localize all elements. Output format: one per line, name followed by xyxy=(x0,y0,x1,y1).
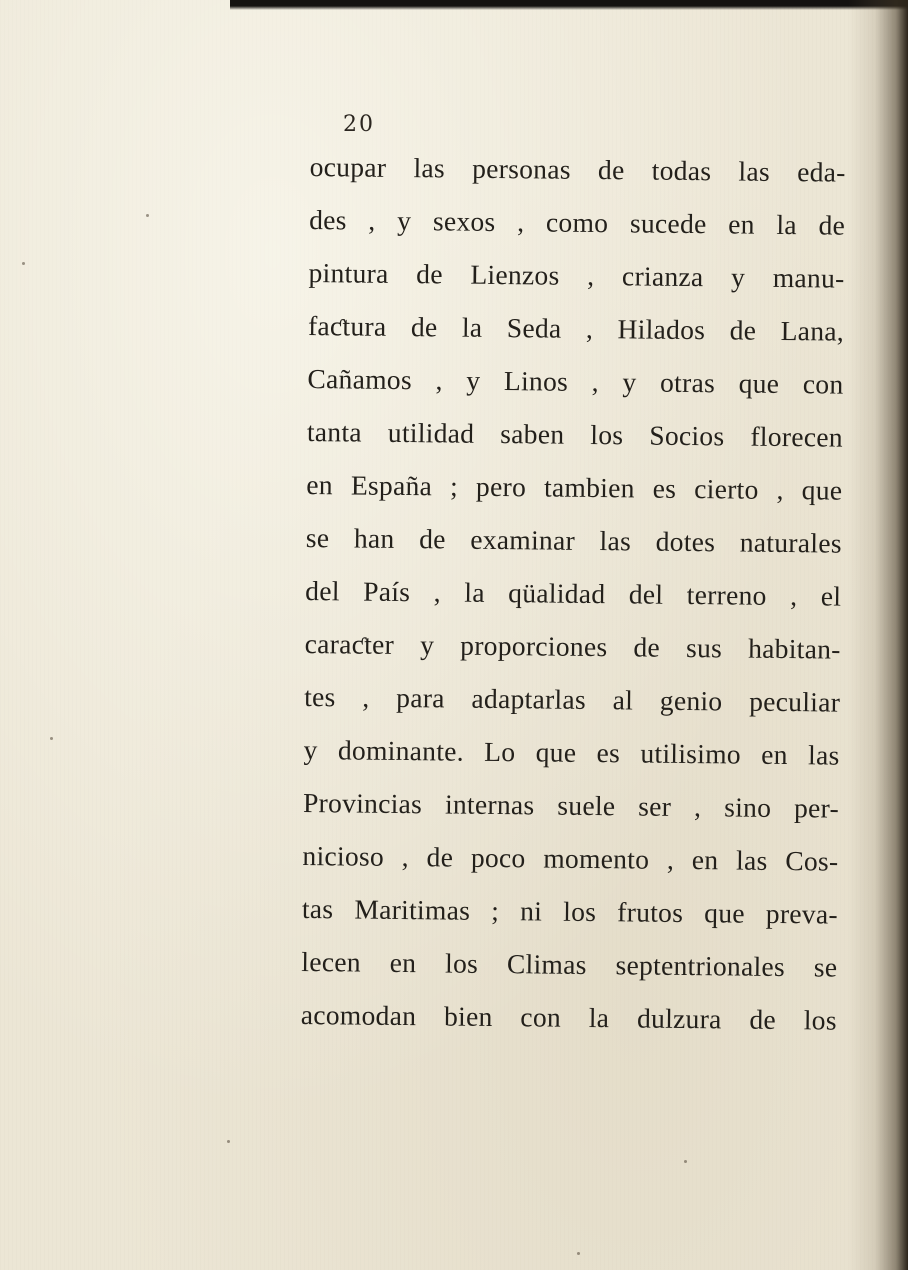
binding-gutter-shadow xyxy=(848,0,908,1270)
text-line: ocupar las personas de todas las eda- xyxy=(309,150,846,188)
body-text xyxy=(301,140,846,1047)
text-line: acomodan bien con la dulzura de los xyxy=(300,998,837,1036)
paper-speck xyxy=(577,1252,580,1255)
text-line: y dominante. Lo que es utilisimo en las xyxy=(303,733,840,771)
text-line: nicioso , de poco momento , en las Cos- xyxy=(302,839,839,877)
text-line: tes , para adaptarlas al genio peculiar xyxy=(304,680,841,718)
text-line: lecen en los Climas septentrionales se xyxy=(301,945,838,983)
text-line: tas Maritimas ; ni los frutos que preva- xyxy=(301,892,839,930)
text-line: faƈtura de la Seda , Hilados de Lana, xyxy=(307,309,845,347)
paper-speck xyxy=(684,1160,687,1163)
text-line: en España ; pero tambien es cierto , que xyxy=(306,468,843,506)
paper-speck xyxy=(22,262,25,265)
paper-speck xyxy=(227,1140,230,1143)
text-line: Cañamos , y Linos , y otras que con xyxy=(307,362,844,400)
text-line: Provincias internas suele ser , sino per- xyxy=(302,786,840,824)
scan-top-edge xyxy=(230,0,908,10)
text-line: del País , la qüalidad del terreno , el xyxy=(305,574,842,612)
text-line: des , y sexos , como sucede en la de xyxy=(309,203,846,241)
text-line: tanta utilidad saben los Socios florecen xyxy=(306,415,844,453)
paper-speck xyxy=(146,214,149,217)
text-line: pintura de Lienzos , crianza y manu- xyxy=(308,256,845,294)
page-number: 20 xyxy=(343,112,375,137)
text-line: caraƈter y proporciones de sus habitan- xyxy=(304,627,841,665)
text-line: se han de examinar las dotes naturales xyxy=(305,521,842,559)
paper-speck xyxy=(50,737,53,740)
